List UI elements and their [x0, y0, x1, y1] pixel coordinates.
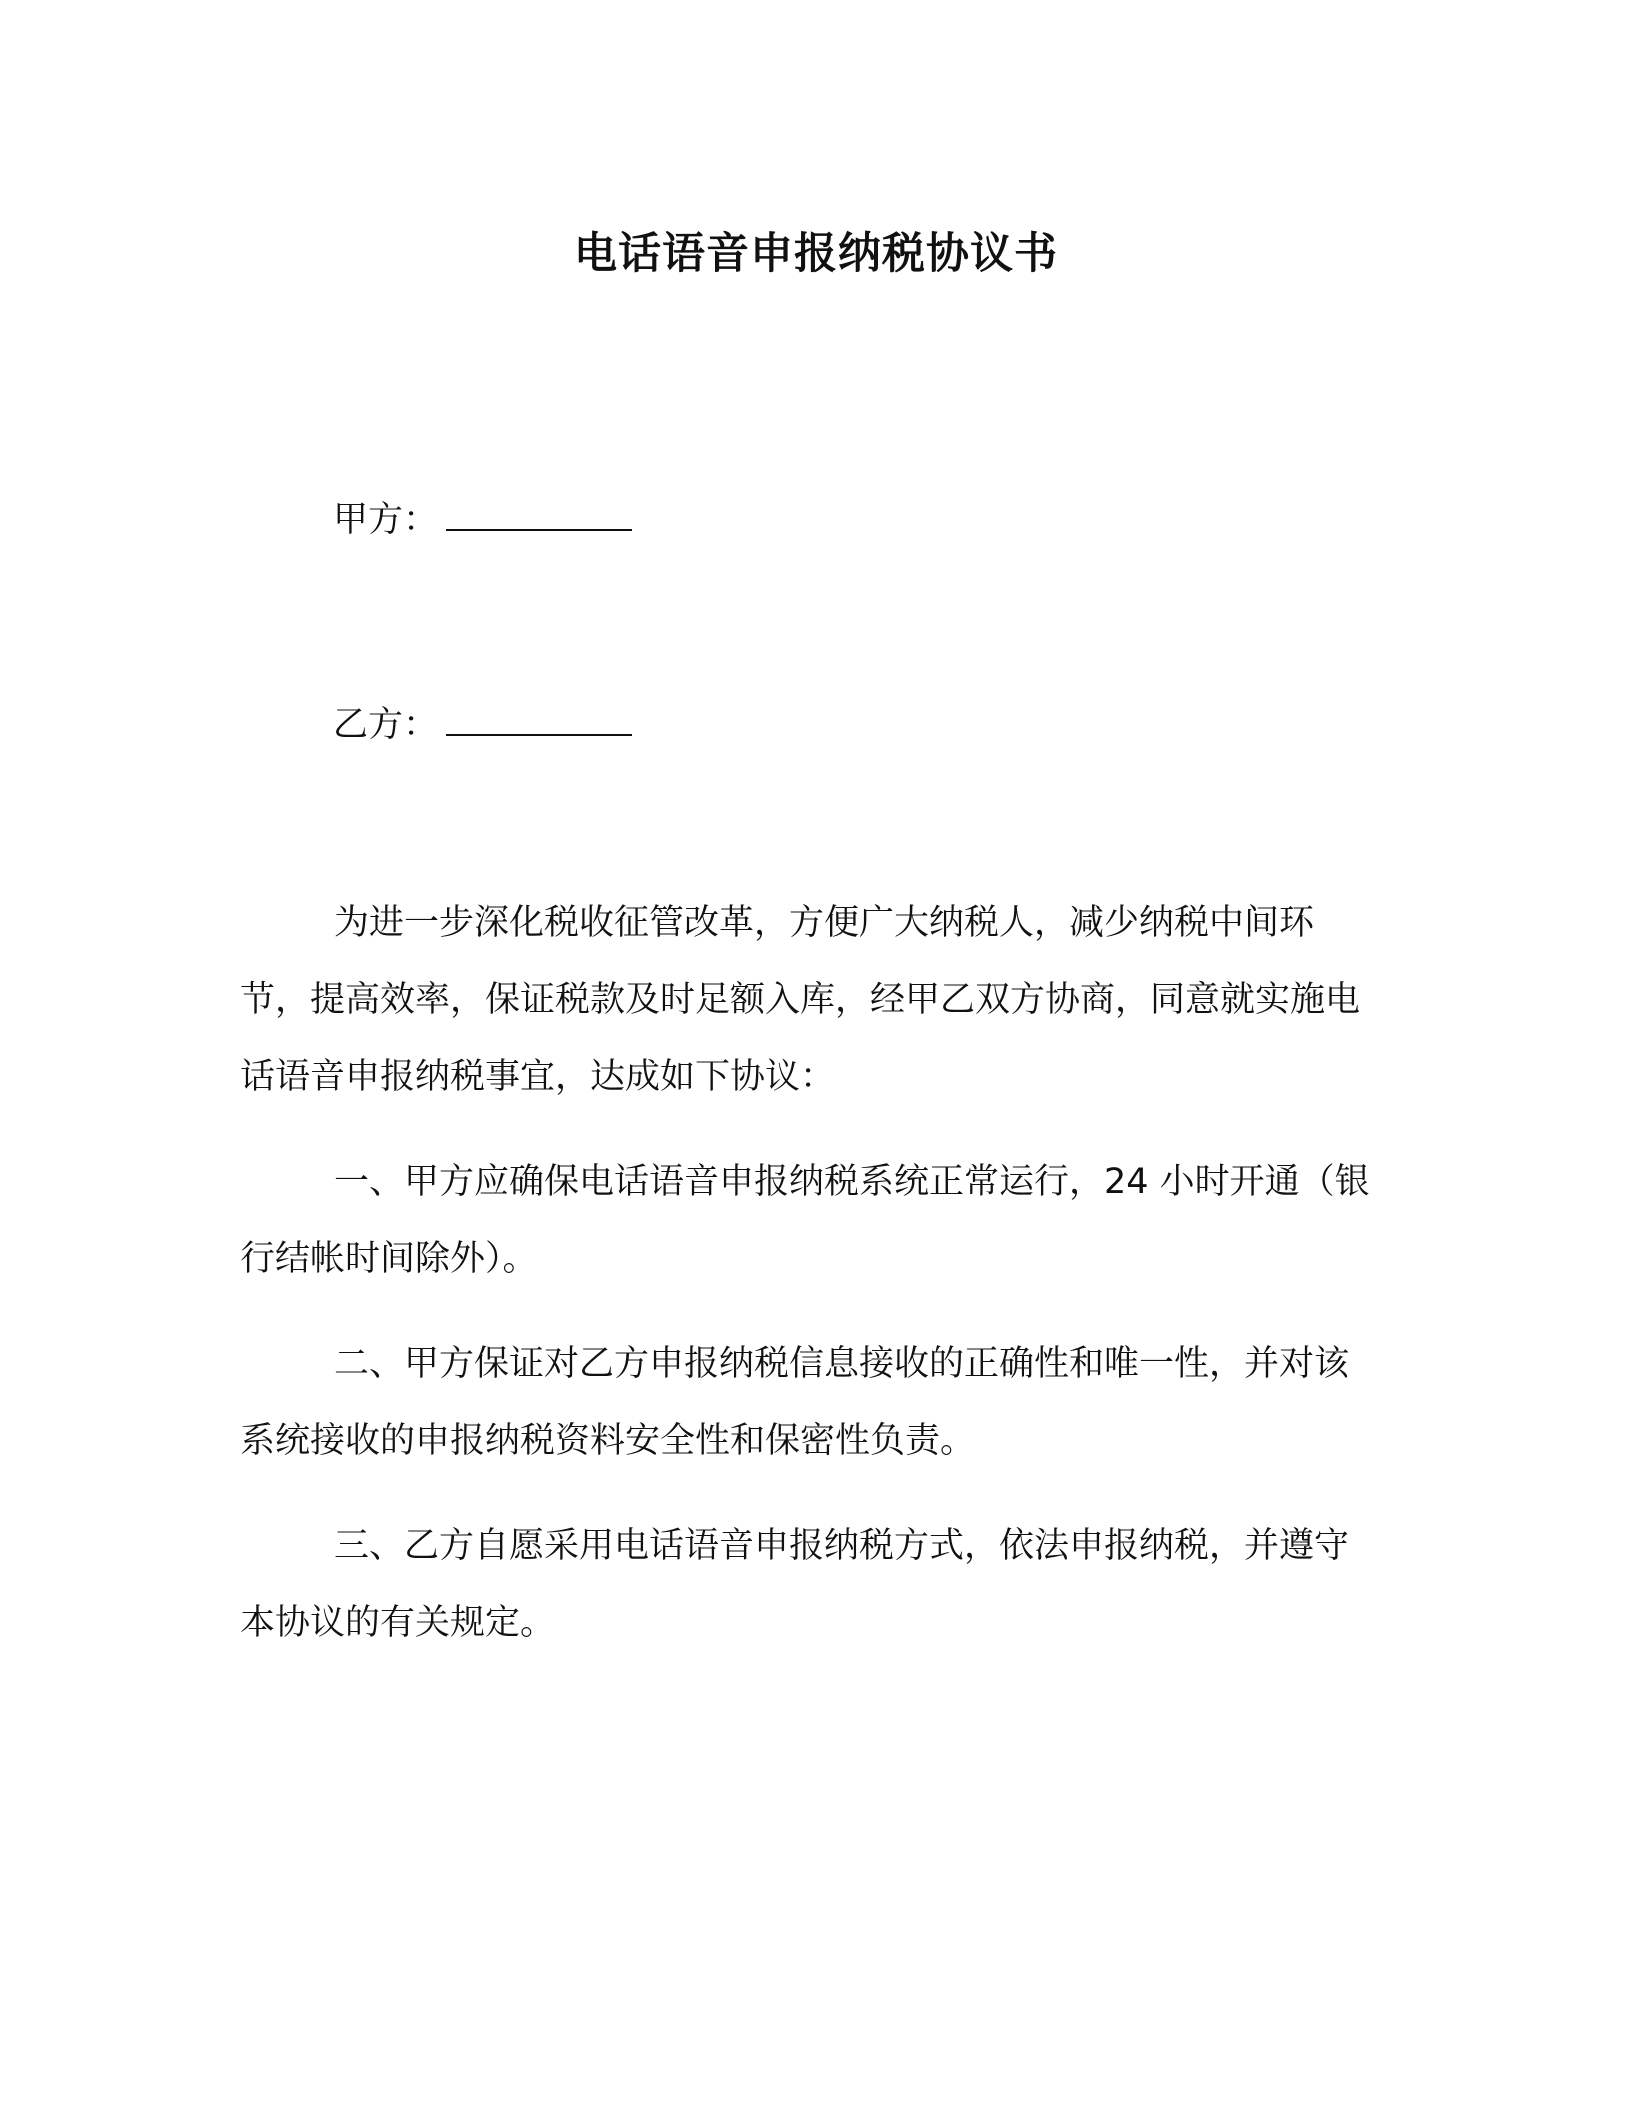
party-b-line: [333, 700, 632, 750]
party-a-label: 甲方：: [333, 500, 439, 540]
document-title: 电话语音申报纳税协议书: [574, 229, 1058, 279]
party-a-line: [333, 495, 632, 545]
party-a-blank-line: [446, 499, 632, 531]
party-b-label: 乙方：: [333, 705, 439, 745]
clause-2-paragraph: 二、甲方保证对乙方申报纳税信息接收的正确性和唯一性，并对该系统接收的申报纳税资料安全性和保密性负责。: [240, 1344, 1350, 1461]
party-b-blank-line: [446, 704, 632, 736]
clause-1-paragraph: 一、甲方应确保电话语音申报纳税系统正常运行，24 小时开通（银行结帐时间除外）。: [240, 1162, 1370, 1279]
clause-3-paragraph: 三、乙方自愿采用电话语音申报纳税方式，依法申报纳税，并遵守本协议的有关规定。: [240, 1526, 1350, 1643]
intro-paragraph: 为进一步深化税收征管改革，方便广大纳税人，减少纳税中间环节，提高效率，保证税款及时足额入库，经甲乙双方协商，同意就实施电话语音申报纳税事宜，达成如下协议：: [240, 903, 1361, 1097]
